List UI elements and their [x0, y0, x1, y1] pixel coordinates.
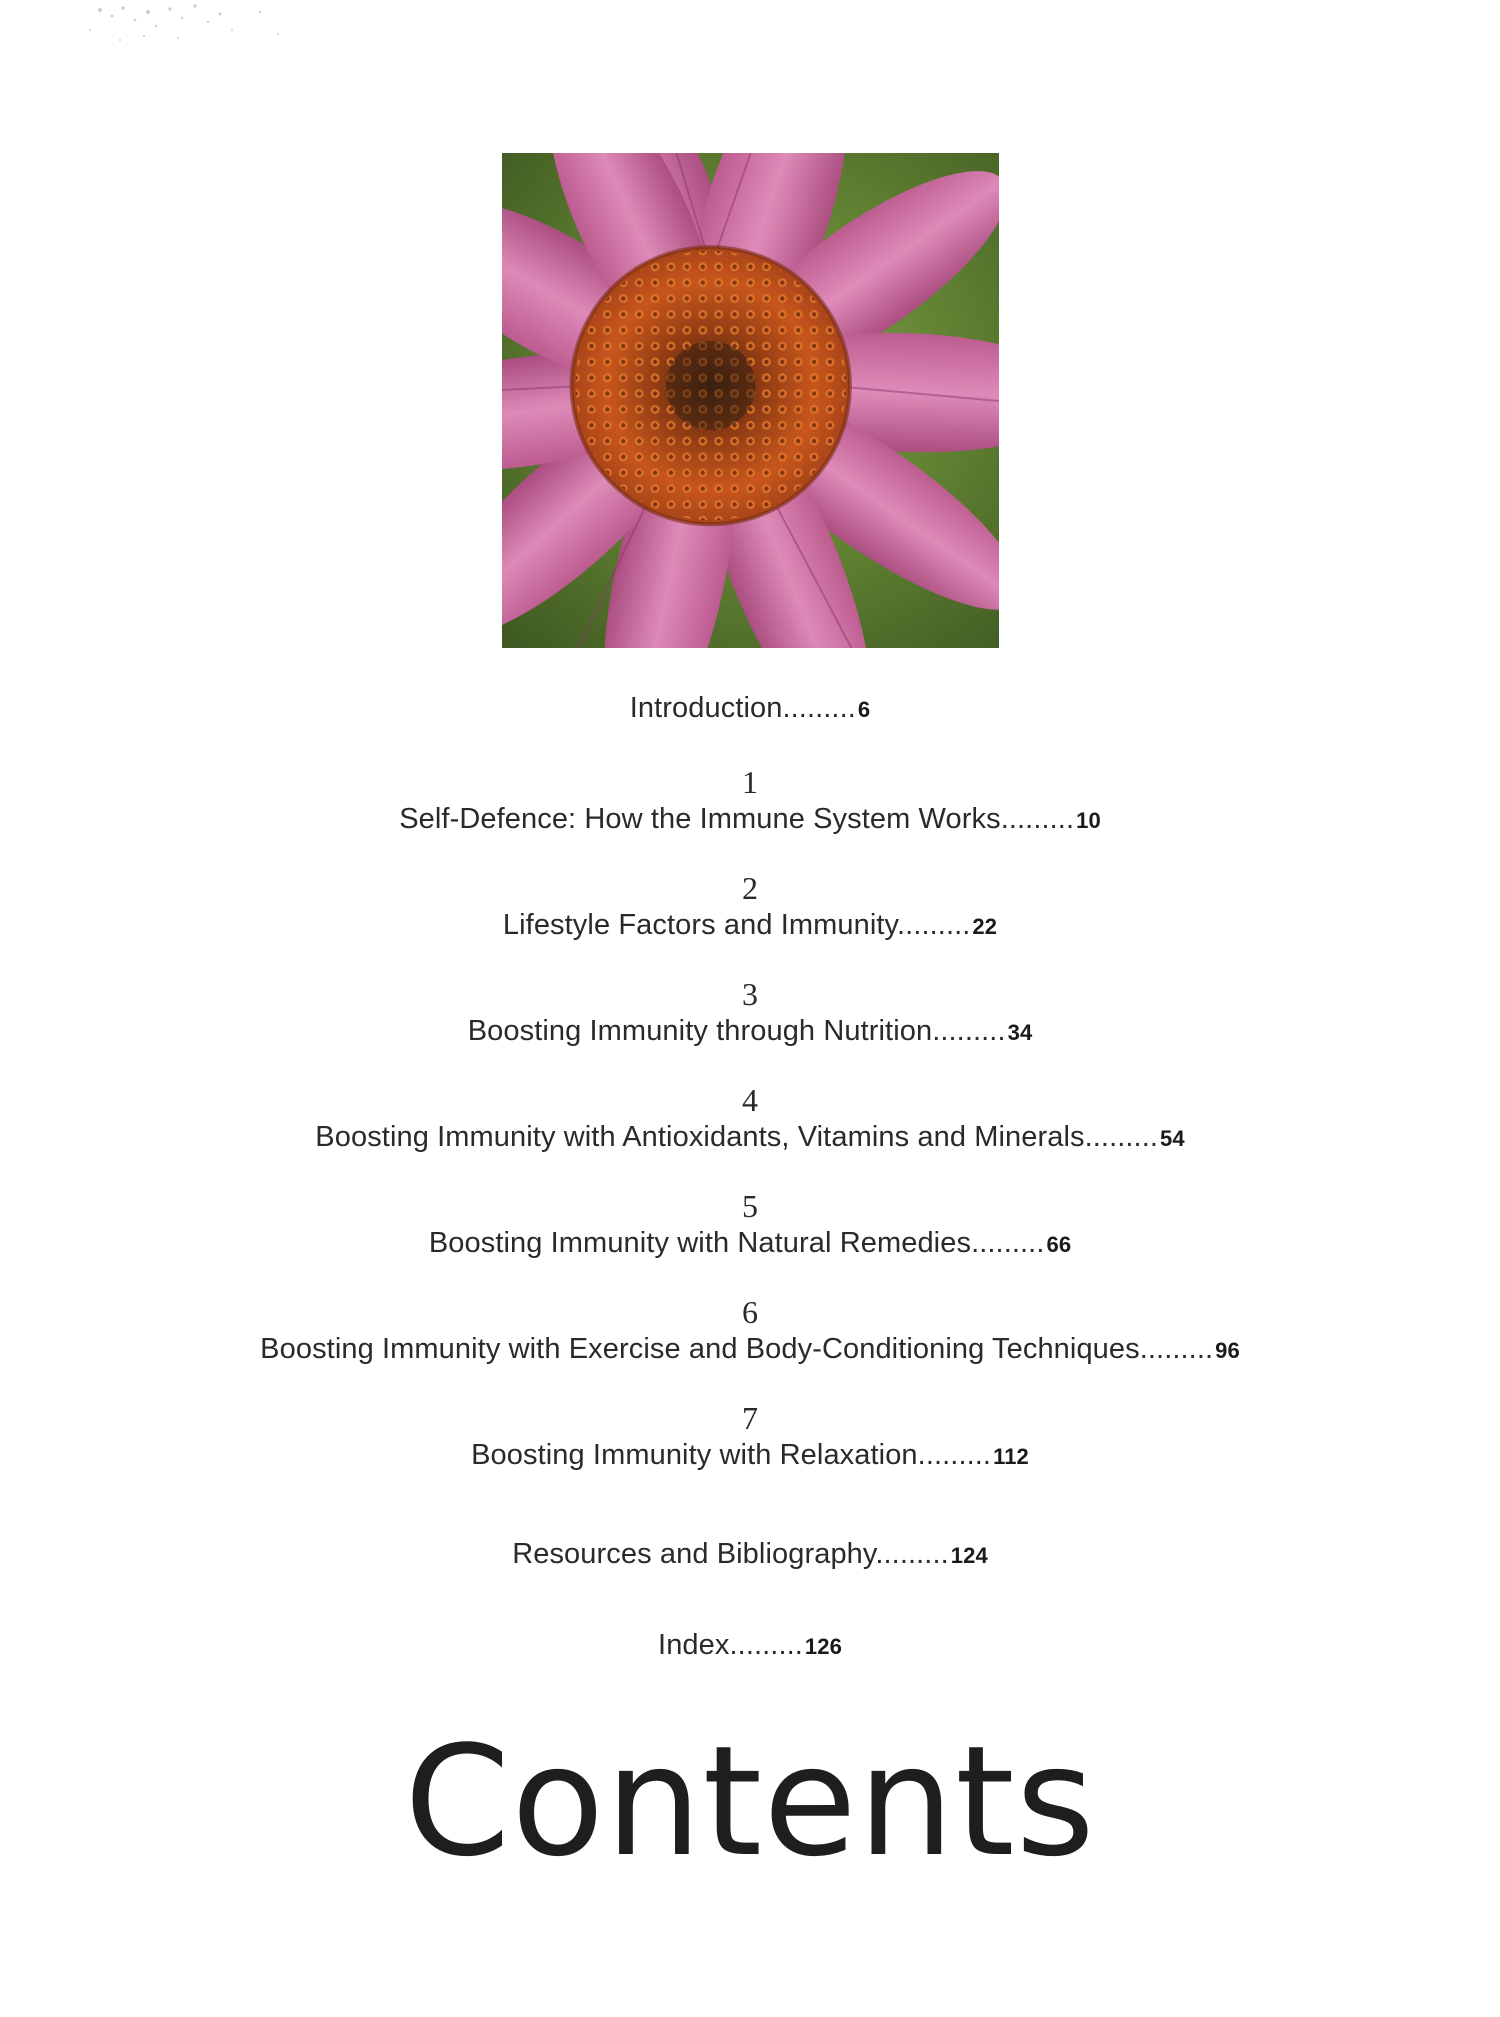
toc-leader-dots: ......... — [729, 1629, 803, 1661]
toc-entry-title: Introduction — [629, 692, 783, 724]
toc-entry-title: Index — [658, 1629, 730, 1661]
chapter-number: 1 — [742, 764, 758, 800]
toc-entry-title: Lifestyle Factors and Immunity — [502, 909, 897, 941]
chapter-number: 7 — [742, 1400, 758, 1436]
toc-entry-line — [0, 1225, 1500, 1263]
toc-entry-line — [0, 1119, 1500, 1157]
toc-entry-title: Boosting Immunity with Exercise and Body-Conditioning Techniques — [260, 1333, 1140, 1365]
toc-leader-dots: ......... — [897, 909, 971, 941]
toc-page-number: 34 — [1007, 1020, 1033, 1045]
toc-entry-title: Boosting Immunity with Antioxidants, Vitamins and Minerals — [315, 1121, 1085, 1153]
toc-entry-chapter-5[interactable] — [0, 1187, 1500, 1263]
toc-entry-line — [0, 1536, 1500, 1574]
toc-entry-introduction[interactable] — [0, 690, 1500, 728]
toc-entry-line — [0, 690, 1500, 728]
toc-entry-title: Resources and Bibliography — [512, 1538, 876, 1570]
toc-page-number: 66 — [1046, 1232, 1072, 1257]
toc-entry-line — [0, 1437, 1500, 1475]
chapter-number: 5 — [742, 1188, 758, 1224]
toc-page-number: 54 — [1160, 1126, 1185, 1151]
chapter-number: 6 — [742, 1294, 758, 1330]
toc-entry-chapter-2[interactable] — [0, 869, 1500, 945]
coneflower-photo — [502, 153, 999, 648]
chapter-number: 2 — [742, 870, 758, 906]
toc-entry-line — [0, 1627, 1500, 1665]
page-title: Contents — [404, 1713, 1096, 1890]
toc-entry-chapter-6[interactable] — [0, 1293, 1500, 1369]
toc-entry-title: Boosting Immunity with Natural Remedies — [428, 1227, 972, 1259]
toc-entry-resources[interactable] — [0, 1536, 1500, 1574]
toc-page-number: 10 — [1076, 808, 1101, 833]
toc-leader-dots: ......... — [1084, 1121, 1159, 1153]
toc-leader-dots: ......... — [971, 1227, 1045, 1259]
toc-leader-dots: ......... — [782, 692, 856, 724]
chapter-number: 4 — [742, 1082, 758, 1118]
toc-page-number: 6 — [857, 697, 871, 722]
toc-page-number: 124 — [950, 1543, 988, 1568]
toc-leader-dots: ......... — [1139, 1333, 1214, 1365]
toc-entry-index[interactable] — [0, 1627, 1500, 1665]
toc-leader-dots: ......... — [917, 1439, 992, 1471]
toc-leader-dots: ......... — [1000, 803, 1075, 835]
toc-leader-dots: ......... — [875, 1538, 949, 1570]
coneflower-icon — [502, 153, 999, 648]
toc-page-number: 126 — [804, 1634, 842, 1659]
toc-entry-line — [0, 907, 1500, 945]
chapter-number: 3 — [742, 976, 758, 1012]
toc-entry-chapter-7[interactable] — [0, 1399, 1500, 1475]
toc-entry-line — [0, 801, 1500, 839]
toc-entry-chapter-3[interactable] — [0, 975, 1500, 1051]
toc-entry-title: Boosting Immunity with Relaxation — [471, 1439, 918, 1471]
toc-leader-dots: ......... — [932, 1015, 1006, 1047]
toc-entry-title: Boosting Immunity through Nutrition — [467, 1015, 933, 1047]
toc-entry-chapter-4[interactable] — [0, 1081, 1500, 1157]
toc-entry-line — [0, 1331, 1500, 1369]
toc-page-number: 96 — [1215, 1338, 1240, 1363]
toc-entry-title: Self-Defence: How the Immune System Works — [399, 803, 1001, 835]
scan-speckle — [60, 0, 320, 70]
toc-entry-line — [0, 1013, 1500, 1051]
toc-entry-chapter-1[interactable] — [0, 763, 1500, 839]
toc-page-number: 22 — [972, 914, 998, 939]
toc-page-number: 112 — [993, 1444, 1029, 1469]
